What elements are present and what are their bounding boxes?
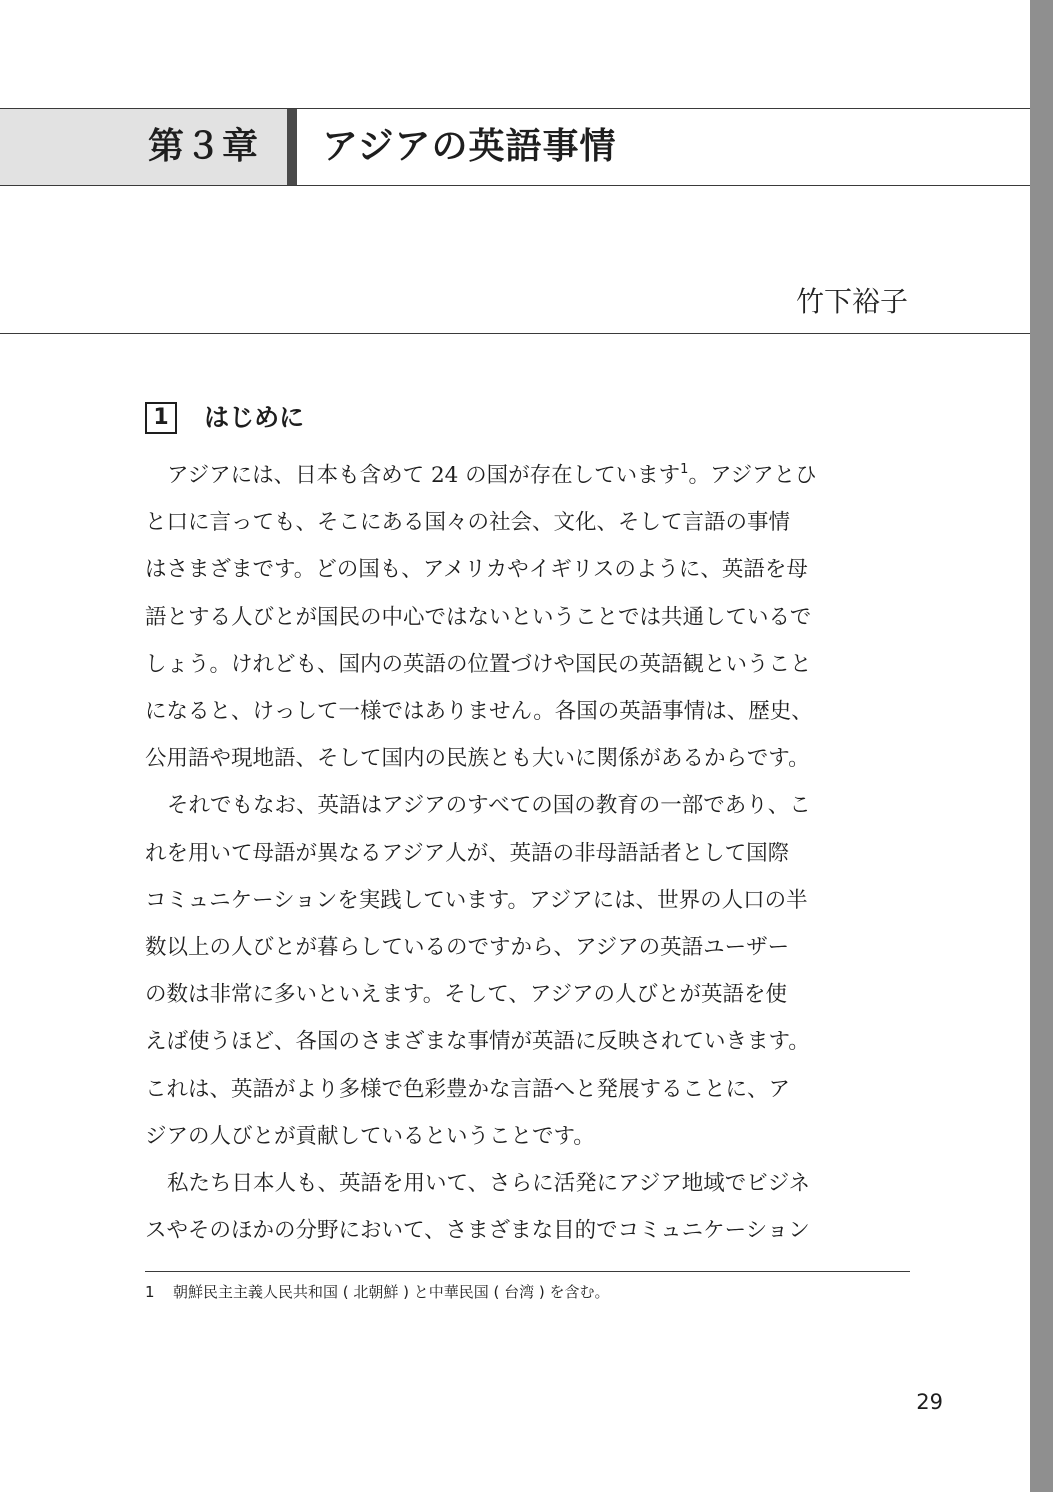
body-line: これは、英語がより多様で色彩豊かな言語へと発展することに、ア [145,1076,791,1102]
body-line: それでもなお、英語はアジアのすべての国の教育の一部であり、こ [167,793,811,819]
author-rule [0,333,1030,334]
body-line: 数以上の人びとが暮らしているのですから、アジアの英語ユーザー [145,935,790,961]
body-line: 公用語や現地語、そして国内の民族とも大いに関係があるからです。 [145,746,810,772]
footnote-text: 朝鮮民主主義人民共和国 ( 北朝鮮 ) と中華民国 ( 台湾 ) を含む。 [173,1283,610,1301]
page-edge-bar [1030,0,1053,1492]
body-line: になると、けっして一様ではありません。各国の英語事情は、歴史、 [145,699,813,725]
body-line: 語とする人びとが国民の中心ではないということでは共通しているで [145,604,812,630]
chapter-label: 第３章 [147,125,259,167]
body-line: アジアには、日本も含めて 24 の国が存在しています$^1$。アジアとひ [167,462,817,488]
author-name: 竹下裕子 [795,285,908,318]
body-line: 私たち日本人も、英語を用いて、さらに活発にアジア地域でビジネ [167,1171,811,1197]
body-line: スやそのほかの分野において、さまざまな目的でコミュニケーション [145,1218,810,1244]
footnote [145,1281,610,1303]
chapter-title: アジアの英語事情 [322,125,617,167]
body-line: はさまざまです。どの国も、アメリカやイギリスのように、英語を母 [145,557,808,583]
body-line: の数は非常に多いといえます。そして、アジアの人びとが英語を使 [145,982,787,1008]
chapter-label-box [0,109,287,185]
footnote-reference[interactable]: 1 [680,462,689,477]
body-line: えば使うほど、各国のさまざまな事情が英語に反映されていきます。 [145,1029,810,1055]
body-text [145,452,820,1254]
footnote-number: 1 [145,1283,155,1301]
body-line: コミュニケーションを実践しています。アジアには、世界の人口の半 [145,887,808,913]
chapter-divider [287,109,297,185]
body-line: ジアの人びとが貢献しているということです。 [145,1123,595,1149]
page-number: 29 [916,1390,943,1414]
body-line: しょう。けれども、国内の英語の位置づけや国民の英語観ということ [145,651,812,677]
chapter-header [0,108,1030,186]
section-number: 1 [145,402,177,434]
footnote-rule [145,1271,910,1272]
body-line: れを用いて母語が異なるアジア人が、英語の非母語話者として国際 [145,840,790,866]
section-heading [145,402,304,438]
body-line: と口に言っても、そこにある国々の社会、文化、そして言語の事情 [145,510,791,536]
section-title: はじめに [204,403,305,432]
